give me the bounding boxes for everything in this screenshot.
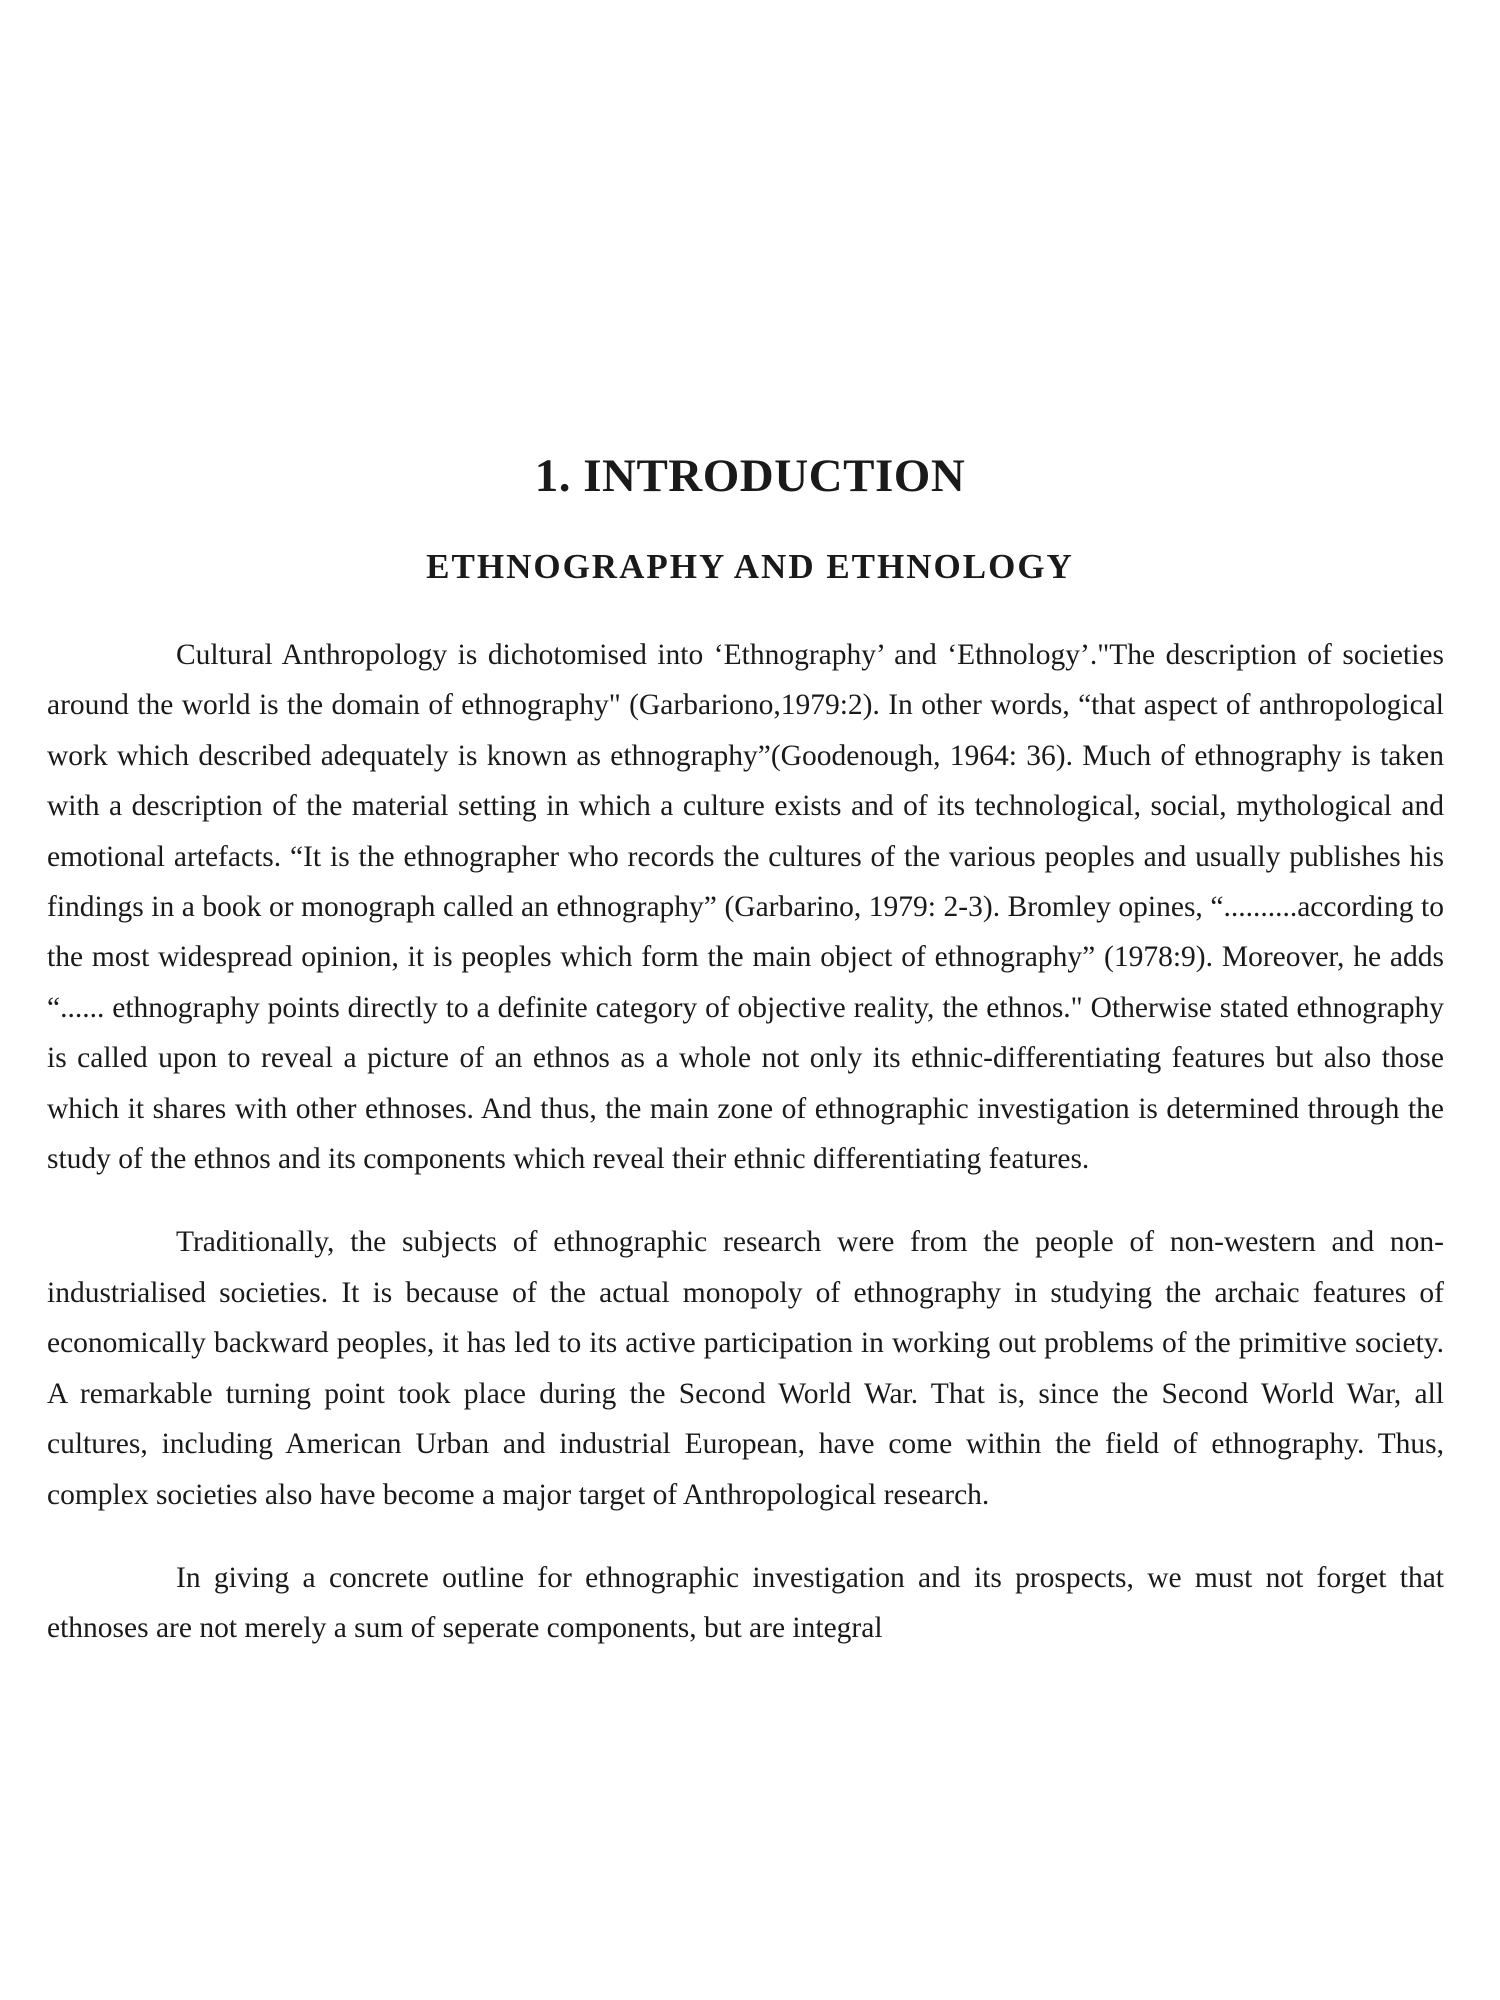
section-title: ETHNOGRAPHY AND ETHNOLOGY [426,547,1074,586]
paragraph-2: Traditionally, the subjects of ethnographic research were from the people of non-western and non-industrialised societies. It is because of the actual monopoly of ethnography in studying the archaic features of economically backward peoples, it has led to its active participation in working out problems of the primitive society. A remarkable turning point took place during the Second World War. That is, since the Second World War, all cultures, including American Urban and industrial European, have come within the field of ethnography. Thus, complex societies also have become a major target of Anthropological research. [47,1226,1444,1511]
chapter-title: 1. INTRODUCTION [534,450,966,502]
paragraph-3: In giving a concrete outline for ethnographic investigation and its prospects, we must not forget that ethnoses are not merely a sum of seperate components, but are integral [47,1561,1444,1645]
paragraph-1: Cultural Anthropology is dichotomised into ‘Ethnography’ and ‘Ethnology’."The description of societies around the world is the domain of ethnography" (Garbariono,1979:2). In other words, “that aspect of anthropological work which described adequately is known as ethnography”(Goodenough, 1964: 36). Much of ethnography is taken with a description of the material setting in which a culture exists and of its technological, social, mythological and emotional artefacts. “It is the ethnographer who records the cultures of the various peoples and usually publishes his findings in a book or monograph called an ethnography” (Garbarino, 1979: 2-3). Bromley opines, “..........according to the most widespread opinion, it is peoples which form the main object of ethnography” (1978:9). Moreover, he adds “...... ethnography points directly to a definite category of objective reality, the ethnos." Otherwise stated ethnography is called upon to reveal a picture of an ethnos as a whole not only its ethnic-differentiating features but also those which it shares with other ethnoses. And thus, the main zone of ethnographic investigation is determined through the study of the ethnos and its components which reveal their ethnic differentiating features. [47,639,1444,1176]
body-text [47,630,1444,1654]
